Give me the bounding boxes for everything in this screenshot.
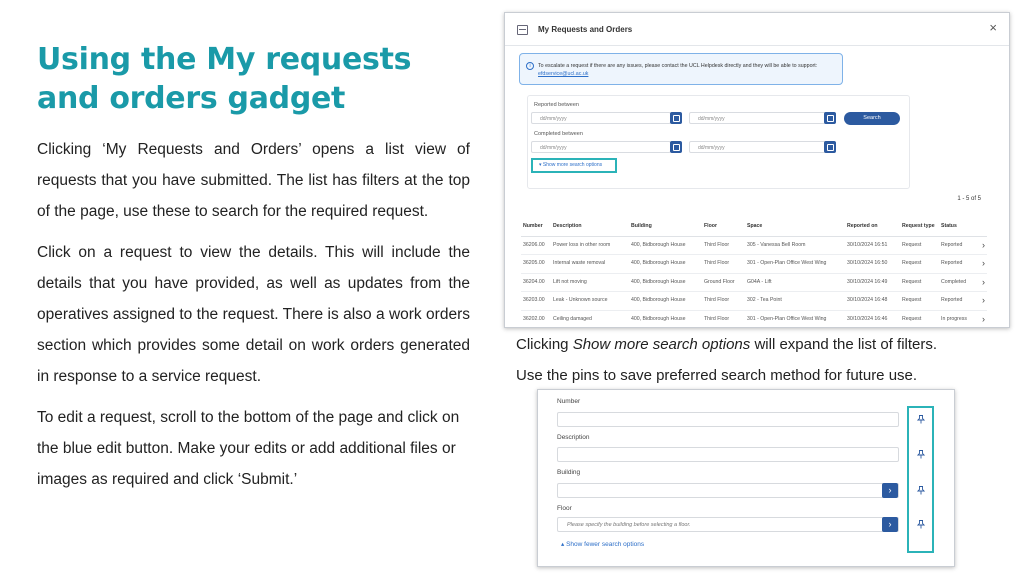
- cell-number: 36202.00: [523, 315, 545, 322]
- reported-from-input[interactable]: dd/mm/yyyy: [531, 112, 671, 124]
- show-fewer-label: Show fewer search options: [566, 541, 645, 548]
- search-button[interactable]: Search: [844, 112, 900, 125]
- table-row[interactable]: [521, 255, 987, 274]
- table-header: [521, 218, 987, 237]
- caption-pins: Use the pins to save preferred search method for future use.: [516, 367, 918, 384]
- pin-icon[interactable]: [917, 450, 925, 459]
- cell-request-type: Request: [902, 315, 922, 322]
- cell-status: In progress: [941, 315, 967, 322]
- cell-floor: Third Floor: [704, 297, 730, 304]
- cell-reported-on: 30/10/2024 16:46: [847, 315, 888, 322]
- completed-to-input[interactable]: dd/mm/yyyy: [689, 141, 829, 153]
- chevron-right-icon[interactable]: ›: [882, 483, 898, 498]
- dialog-title: My Requests and Orders: [538, 25, 633, 34]
- support-email-link[interactable]: efdservice@ucl.ac.uk: [538, 71, 589, 77]
- cell-reported-on: 30/10/2024 16:48: [847, 297, 888, 304]
- floor-placeholder: Please specify the building before selecting a floor.: [567, 522, 691, 528]
- cell-status: Reported: [941, 260, 963, 267]
- completed-from-input[interactable]: dd/mm/yyyy: [531, 141, 671, 153]
- paragraph-edit: To edit a request, scroll to the bottom of the page and click on the blue edit button. Make your edits or add additional files or images as required and click ‘Submit.’: [37, 409, 460, 488]
- column-header[interactable]: Description: [553, 223, 582, 229]
- column-header[interactable]: Status: [941, 223, 957, 229]
- cell-status: Completed: [941, 278, 967, 285]
- table-row[interactable]: [521, 311, 987, 328]
- cell-description: Power loss in other room: [553, 241, 611, 248]
- number-label: Number: [557, 398, 581, 405]
- dialog-header: [505, 13, 1009, 46]
- cell-floor: Third Floor: [704, 260, 730, 267]
- chevron-right-icon[interactable]: ›: [982, 276, 985, 287]
- close-icon[interactable]: ×: [989, 20, 997, 35]
- cell-space: 301 - Open-Plan Office West Wing: [747, 260, 827, 267]
- cell-building: 400, Bidborough House: [631, 278, 686, 285]
- pins-highlight: [907, 406, 934, 553]
- description-label: Description: [557, 434, 590, 441]
- cell-building: 400, Bidborough House: [631, 260, 686, 267]
- result-count: 1 - 5 of 5: [957, 196, 981, 202]
- building-label: Building: [557, 469, 581, 476]
- requests-dialog-screenshot: [504, 12, 1010, 328]
- pin-icon[interactable]: [917, 415, 925, 424]
- cell-request-type: Request: [902, 241, 922, 248]
- slide-title: Using the My requests and orders gadget: [37, 42, 412, 116]
- paragraph-details: Click on a request to view the details. This will include the details that you have provided, as well as updates from the operatives assigned to the request. There is also a work orders section which provides some detail on work orders generated in response to a service request.: [37, 244, 470, 385]
- calendar-icon[interactable]: [670, 141, 682, 153]
- body-text: [37, 134, 470, 505]
- reported-to-input[interactable]: dd/mm/yyyy: [689, 112, 829, 124]
- description-input[interactable]: [557, 447, 899, 462]
- chevron-right-icon[interactable]: ›: [882, 517, 898, 532]
- cell-description: Internal waste removal: [553, 260, 606, 267]
- cell-description: Ceiling damaged: [553, 315, 592, 322]
- column-header[interactable]: Request type: [902, 223, 935, 229]
- cell-reported-on: 30/10/2024 16:50: [847, 260, 888, 267]
- info-text: [538, 62, 838, 78]
- cell-number: 36203.00: [523, 297, 545, 304]
- cell-floor: Third Floor: [704, 241, 730, 248]
- info-message: To escalate a request if there are any issues, please contact the UCL Helpdesk directly and they will be able to support:: [538, 63, 818, 69]
- cell-request-type: Request: [902, 297, 922, 304]
- info-icon: i: [526, 62, 534, 70]
- list-icon: [517, 25, 528, 35]
- chevron-right-icon[interactable]: ›: [982, 313, 985, 324]
- building-input[interactable]: [557, 483, 899, 498]
- cell-building: 400, Bidborough House: [631, 315, 686, 322]
- cell-space: 302 - Tea Point: [747, 297, 782, 304]
- paragraph-list-view: Clicking ‘My Requests and Orders’ opens a list view of requests that you have submitted. The list has filters at the top of the page, use these to search for the required request.: [37, 141, 470, 220]
- chevron-right-icon[interactable]: ›: [982, 295, 985, 306]
- cell-space: 301 - Open-Plan Office West Wing: [747, 315, 827, 322]
- floor-label: Floor: [557, 505, 572, 512]
- cell-space: G04A - Lift: [747, 278, 772, 285]
- chevron-right-icon[interactable]: ›: [982, 239, 985, 250]
- number-input[interactable]: [557, 412, 899, 427]
- show-more-label: Show more search options: [542, 162, 603, 168]
- cell-number: 36205.00: [523, 260, 545, 267]
- cell-number: 36206.00: [523, 241, 545, 248]
- caption-show-more: [516, 336, 937, 353]
- column-header[interactable]: Floor: [704, 223, 717, 229]
- cell-building: 400, Bidborough House: [631, 297, 686, 304]
- cell-description: Lift not moving: [553, 278, 587, 285]
- completed-between-label: Completed between: [534, 131, 583, 137]
- cell-status: Reported: [941, 297, 963, 304]
- table-row[interactable]: [521, 237, 987, 256]
- table-row[interactable]: [521, 292, 987, 311]
- cell-floor: Ground Floor: [704, 278, 735, 285]
- cell-reported-on: 30/10/2024 16:51: [847, 241, 888, 248]
- cell-number: 36204.00: [523, 278, 545, 285]
- calendar-icon[interactable]: [670, 112, 682, 124]
- cell-floor: Third Floor: [704, 315, 730, 322]
- cell-reported-on: 30/10/2024 16:49: [847, 278, 888, 285]
- caption-text: Clicking: [516, 336, 573, 353]
- calendar-icon[interactable]: [824, 141, 836, 153]
- table-row[interactable]: [521, 274, 987, 293]
- chevron-right-icon[interactable]: ›: [982, 258, 985, 269]
- info-banner: [519, 53, 843, 85]
- column-header[interactable]: Number: [523, 223, 543, 229]
- caption-emphasis: Show more search options: [572, 336, 751, 353]
- reported-between-label: Reported between: [534, 102, 579, 108]
- cell-request-type: Request: [902, 260, 922, 267]
- show-fewer-search-options[interactable]: ▴ Show fewer search options: [561, 541, 645, 548]
- pin-icon[interactable]: [917, 520, 925, 529]
- cell-request-type: Request: [902, 278, 922, 285]
- floor-input[interactable]: [557, 517, 899, 532]
- column-header[interactable]: Reported on: [847, 223, 878, 229]
- cell-building: 400, Bidborough House: [631, 241, 686, 248]
- column-header[interactable]: Space: [747, 223, 763, 229]
- calendar-icon[interactable]: [824, 112, 836, 124]
- cell-space: 305 - Vanessa Bell Room: [747, 241, 806, 248]
- column-header[interactable]: Building: [631, 223, 652, 229]
- show-more-search-options[interactable]: ▾ Show more search options: [531, 158, 617, 173]
- pin-icon[interactable]: [917, 486, 925, 495]
- cell-description: Leak - Unknown source: [553, 297, 608, 304]
- cell-status: Reported: [941, 241, 963, 248]
- caption-text: will expand the list of filters.: [750, 336, 938, 353]
- expanded-filters-screenshot: [537, 389, 955, 567]
- requests-table: [521, 218, 987, 328]
